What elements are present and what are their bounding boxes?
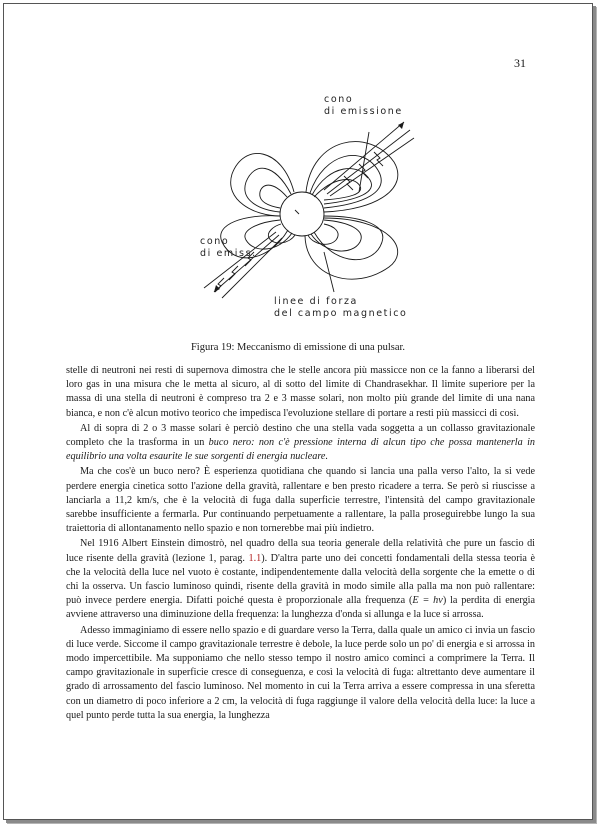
figure-caption: Figura 19: Meccanismo di emissione di una pulsar. (190, 342, 406, 353)
pulsar-diagram (174, 92, 434, 322)
paragraph-text: Nel 1916 Albert Einstein dimostrò, nel quadro della sua teoria generale della relatività che pure un fascio di luce risente della gravità (lezione 1, parag. (66, 538, 535, 564)
section-reference-link[interactable]: 1.1 (248, 552, 262, 564)
label-field-lines-2: del campo magnetico (274, 308, 408, 319)
paragraph-question: Ma che cos'è un buco nero? (80, 466, 200, 478)
label-cone-left-1: cono (200, 236, 230, 247)
page-number: 31 (514, 56, 526, 70)
label-cone-left-2: di emiss. (200, 248, 257, 259)
body-text (66, 364, 535, 724)
neutron-star (280, 192, 324, 236)
paragraph (66, 465, 535, 536)
paragraph-text: È esperienza quotidiana che quando si lancia una palla verso l'alto, la si vede perdere energia cinetica sotto l'azione della gravità, rallentare e ben presto ricadere a terra. Se però si riuscisse a lanciarla a 11,2 km/s, che è la velocità di fuga dalla superficie terrestre, l'intensità del campo gravitazionale sarebbe insufficiente a fermarla. Pur continuando perpetuamente a rallentare, la palla proseguirebbe lungo la sua traiettoria di allontanamento nello spazio e non tornerebbe mai più indietro. (66, 466, 535, 535)
label-cone-top-2: di emissione (324, 106, 403, 117)
emphasis-text: buco nero: non c'è pressione interna di alcun tipo che possa mantenerla in equilibrio una volta esaurite le sue sorgenti di energia nucleare. (66, 437, 535, 463)
paragraph: Adesso immaginiamo di essere nello spazio e di guardare verso la Terra, dalla quale un amico ci invia un fascio di luce verde. Siccome il campo gravitazionale terrestre è debole, la luce perde solo un po' di energia e si arrossa in modo impercettibile. Ma supponiamo che nello stesso tempo il nostro amico cominci a comprimere la Terra. Il campo gravitazionale in superficie cresce di conseguenza, e così la velocità di fuga: altrettanto deve aumentare il grado di arrossamento del fascio luminoso. Nel momento in cui la Terra arriva a essere compressa in una sferetta con un diametro di poco inferiore a 2 cm, la velocità di fuga raggiunge il valore della velocità della luce: la luce a quel punto perde tutta la sua energia, la lunghezza (66, 624, 535, 721)
paragraph-text: ) la perdita di energia avviene attraverso una diminuzione della frequenza: la lunghezza d'onda si allunga e la luce si arrossa. (66, 595, 536, 621)
paragraph: stelle di neutroni nei resti di supernova dimostra che le stelle ancora più massicce non ce la fanno a liberarsi del loro gas in una misura che le metta al sicuro, al di sotto del limite di Chandrasekhar. Il limite superiore per la massa di una stella di neutroni è compreso tra 2 e 3 masse solari, non molto più grande del limite di una nana bianca, e non c'è alcun motivo teorico che impedisca l'evoluzione stellare di portare a resti più massicci di così. (66, 365, 535, 419)
paragraph (66, 537, 535, 622)
label-field-lines-1: linee di forza (274, 296, 358, 307)
paragraph-text: Al di sopra di 2 o 3 masse solari è perciò destino che una stella vada soggetta a un collasso gravitazionale completo che la trasforma in un (66, 422, 535, 449)
pulsar-figure (174, 92, 434, 322)
paragraph (66, 422, 535, 465)
label-cone-top-1: cono (324, 94, 354, 105)
formula: E = hν (412, 595, 443, 607)
page (3, 3, 593, 820)
paragraph-text: ). D'altra parte uno dei concetti fondamentali della stessa teoria è che la velocità della luce nel vuoto è costante, indipendentemente dalla velocità della sorgente che la emette o di chi la osserva. Un fascio luminoso quindi, risente della gravità in modo simile alla palla ma non può rallentare: può invece perdere energia. Difatti poiché questa è proporzionale alla frequenza ( (66, 552, 535, 607)
